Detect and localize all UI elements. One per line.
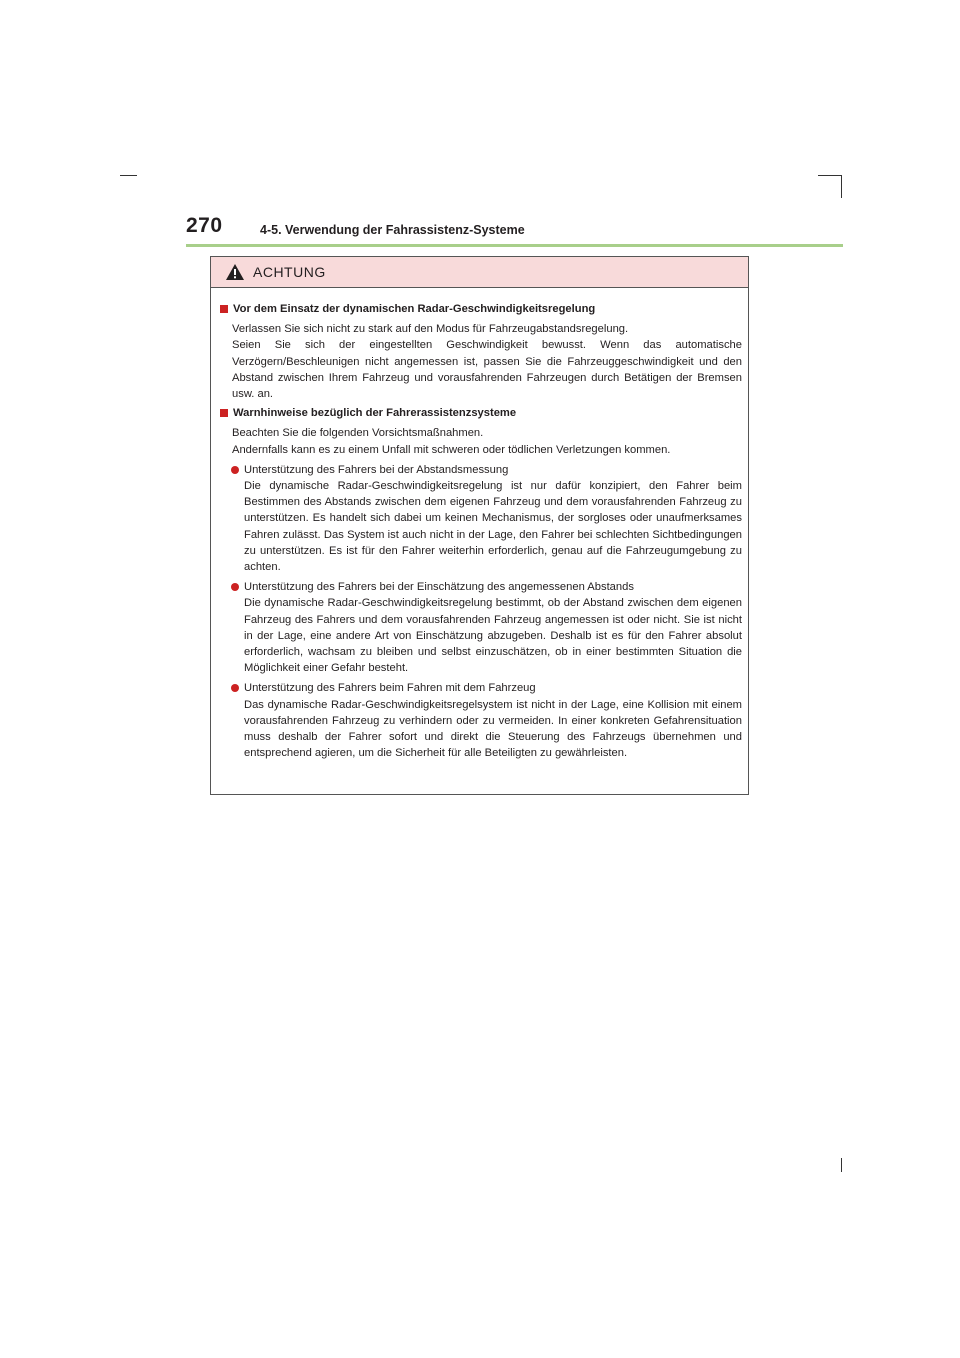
topic-text	[220, 425, 742, 457]
red-dot-bullet-icon	[231, 583, 239, 591]
caution-label: ACHTUNG	[253, 264, 326, 280]
warning-triangle-icon	[225, 263, 245, 281]
topic-title: Warnhinweise bezüglich der Fahrerassistenzsysteme	[233, 407, 517, 420]
topic-heading	[220, 405, 742, 421]
red-dot-bullet-icon	[231, 684, 239, 692]
crop-mark-top-left-h	[120, 175, 137, 176]
topic-heading	[220, 301, 742, 317]
topic-text	[220, 321, 742, 402]
list-item	[220, 462, 742, 575]
topic-driver-assistance	[220, 405, 742, 761]
list-item-text: Die dynamische Radar-Geschwindigkeitsregelung bestimmt, ob der Abstand zwischen dem eigenen Fahrzeug des Fahrers und dem vorausfahrenden Fahrzeug angemessen ist oder nicht. Sie ist nicht in der Lage, eine andere Art von Einschätzung abzugeben. Deshalb ist es für den Fahrer absolut erforderlich, wachsam zu bleiben und selbst einzuschätzen, ob in einer bestimmten Situation die Möglichkeit einer Gefahr besteht.	[244, 597, 742, 675]
topic-title: Vor dem Einsatz der dynamischen Radar-Geschwindigkeitsregelung	[233, 303, 596, 315]
list-item-content	[244, 462, 742, 575]
red-square-bullet-icon	[220, 409, 228, 417]
crop-mark-top-right-h	[818, 175, 842, 176]
paragraph: Seien Sie sich der eingestellten Geschwindigkeit bewusst. Wenn das automatische Verzögern/Beschleunigen nicht angemessen ist, passen Sie die Fahrzeuggeschwindigkeit und den Abstand zwischen Ihrem Fahrzeug und vorausfahrenden Fahrzeugen durch Betätigen der Bremsen usw. an.	[232, 339, 742, 401]
header-rule	[186, 244, 843, 247]
caution-body	[211, 288, 748, 761]
caution-box	[210, 256, 749, 795]
crop-mark-top-right-v	[841, 175, 842, 198]
paragraph: Verlassen Sie sich nicht zu stark auf den Modus für Fahrzeugabstandsregelung.	[232, 323, 629, 336]
list-item-content	[244, 680, 742, 761]
list-item-text: Die dynamische Radar-Geschwindigkeitsregelung ist nur dafür konzipiert, den Fahrer beim Bestimmen des Abstands zwischen dem eigenen Fahrzeug und dem vorausfahrenden Fahrzeug zu unterstützen. Es handelt sich dabei um keinen Mechanismus, der sorgloses oder unaufmerksames Fahren zulässt. Das System ist auch nicht in der Lage, den Fahrer bei schlechten Sichtbedingungen zu unterstützen. Es ist für den Fahrer weiterhin erforderlich, genau auf die Fahrzeugumgebung zu achten.	[244, 480, 742, 574]
list-item	[220, 680, 742, 761]
paragraph: Beachten Sie die folgenden Vorsichtsmaßnahmen.	[232, 427, 484, 440]
list-item-title: Unterstützung des Fahrers beim Fahren mit dem Fahrzeug	[244, 682, 536, 695]
list-item-title: Unterstützung des Fahrers bei der Abstandsmessung	[244, 463, 509, 476]
topic-radar-cruise	[220, 301, 742, 402]
section-title: 4-5. Verwendung der Fahrassistenz-Systeme	[260, 223, 525, 237]
list-item-text: Das dynamische Radar-Geschwindigkeitsregelsystem ist nicht in der Lage, eine Kollision mit einem vorausfahrenden Fahrzeug zu verhindern oder zu vermeiden. In einer konkreten Gefahrensituation muss deshalb der Fahrer sofort und direkt die Steuerung des Fahrzeugs übernehmen und entsprechend agieren, um die Sicherheit für alle Beteiligten zu gewährleisten.	[244, 698, 742, 760]
red-square-bullet-icon	[220, 305, 228, 313]
list-item	[220, 579, 742, 676]
list-item-content	[244, 579, 742, 676]
paragraph: Andernfalls kann es zu einem Unfall mit schweren oder tödlichen Verletzungen kommen.	[232, 443, 671, 456]
caution-header	[211, 257, 748, 288]
red-dot-bullet-icon	[231, 466, 239, 474]
page-number: 270	[186, 214, 223, 237]
crop-mark-bottom-right-v	[841, 1158, 842, 1172]
list-item-title: Unterstützung des Fahrers bei der Einschätzung des angemessenen Abstands	[244, 581, 634, 594]
